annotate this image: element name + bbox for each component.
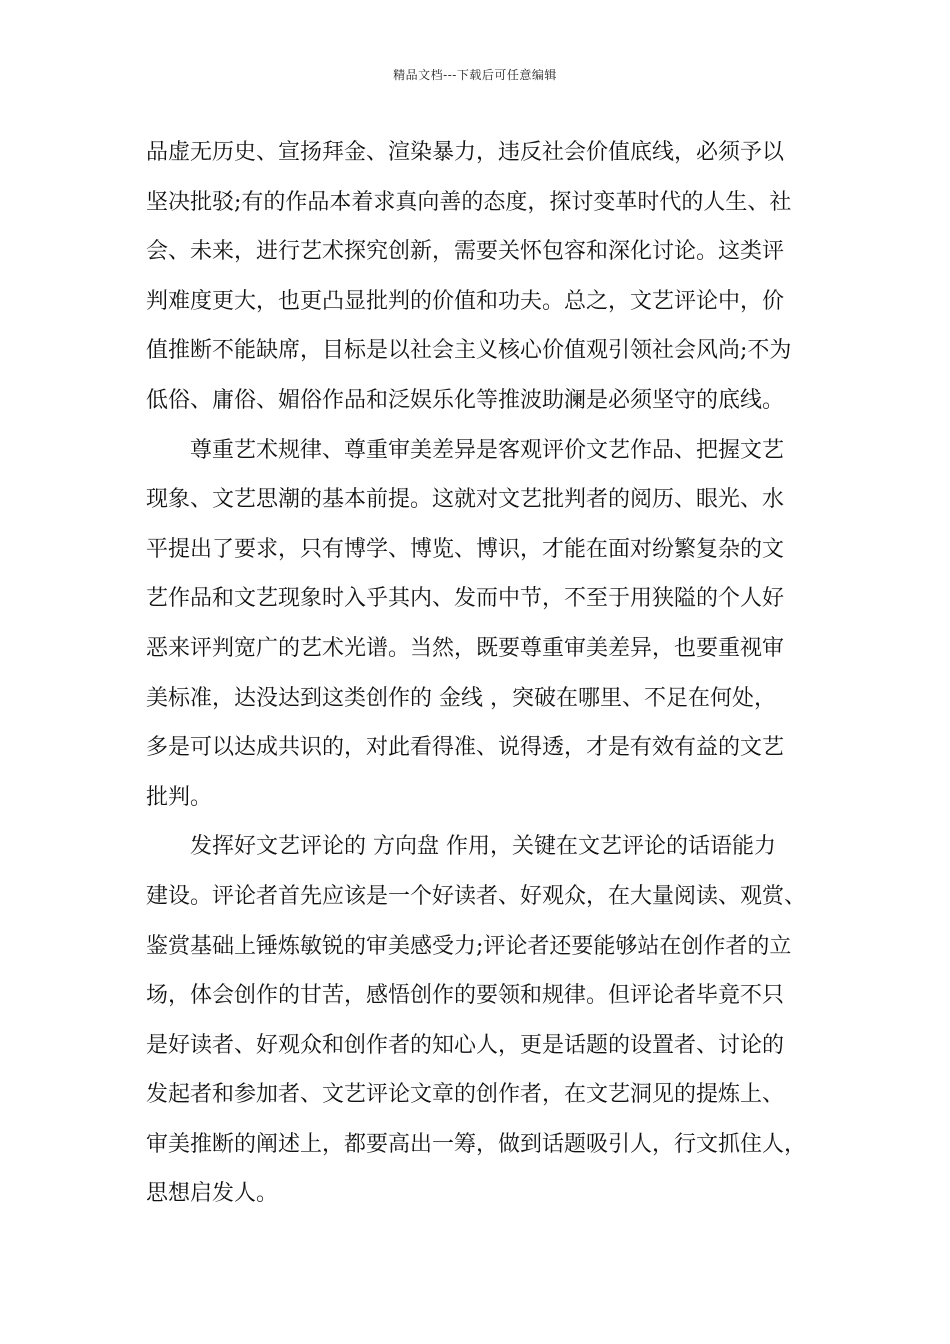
text-line: 坚决批驳;有的作品本着求真向善的态度，探讨变革时代的人生、社	[146, 189, 792, 215]
text-line: 多是可以达成共识的，对此看得准、说得透，才是有效有益的文艺	[146, 735, 785, 761]
text-line: 发挥好文艺评论的 方向盘 作用，关键在文艺评论的话语能力	[190, 834, 776, 860]
paragraph-2	[146, 426, 820, 823]
text-line: 鉴赏基础上锤炼敏锐的审美感受力;评论者还要能够站在创作者的立	[146, 933, 792, 959]
text-line: 批判。	[146, 784, 213, 810]
text-line: 建设。评论者首先应该是一个好读者、好观众，在大量阅读、观赏、	[146, 883, 807, 909]
text-line: 低俗、庸俗、媚俗作品和泛娱乐化等推波助澜是必须坚守的底线。	[146, 387, 785, 413]
text-line: 平提出了要求，只有博学、博览、博识，才能在面对纷繁复杂的文	[146, 536, 785, 562]
text-line: 是好读者、好观众和创作者的知心人，更是话题的设置者、讨论的	[146, 1032, 785, 1058]
text-line: 会、未来，进行艺术探究创新，需要关怀包容和深化讨论。这类评	[146, 239, 785, 265]
text-line: 判难度更大，也更凸显批判的价值和功夫。总之，文艺评论中，价	[146, 288, 785, 314]
paragraph-3	[146, 822, 820, 1219]
text-line: 现象、文艺思潮的基本前提。这就对文艺批判者的阅历、眼光、水	[146, 487, 785, 513]
text-line: 美标准，达没达到这类创作的 金线 ，突破在哪里、不足在何处，	[146, 685, 776, 711]
text-line: 值推断不能缺席，目标是以社会主义核心价值观引领社会风尚;不为	[146, 338, 792, 364]
text-line: 思想启发人。	[146, 1181, 279, 1207]
document-body	[146, 128, 820, 1219]
text-line: 艺作品和文艺现象时入乎其内、发而中节，不至于用狭隘的个人好	[146, 586, 785, 612]
paragraph-1	[146, 128, 820, 426]
text-line: 品虚无历史、宣扬拜金、渲染暴力，违反社会价值底线，必须予以	[146, 140, 785, 165]
text-line: 尊重艺术规律、尊重审美差异是客观评价文艺作品、把握文艺	[190, 437, 785, 463]
page-header: 精品文档---下载后可任意编辑	[393, 68, 557, 82]
text-line: 恶来评判宽广的艺术光谱。当然，既要尊重审美差异，也要重视审	[146, 635, 785, 661]
text-line: 审美推断的阐述上，都要高出一筹，做到话题吸引人，行文抓住人，	[146, 1131, 807, 1157]
text-line: 场，体会创作的甘苦，感悟创作的要领和规律。但评论者毕竟不只	[146, 983, 785, 1009]
text-line: 发起者和参加者、文艺评论文章的创作者，在文艺洞见的提炼上、	[146, 1082, 785, 1108]
